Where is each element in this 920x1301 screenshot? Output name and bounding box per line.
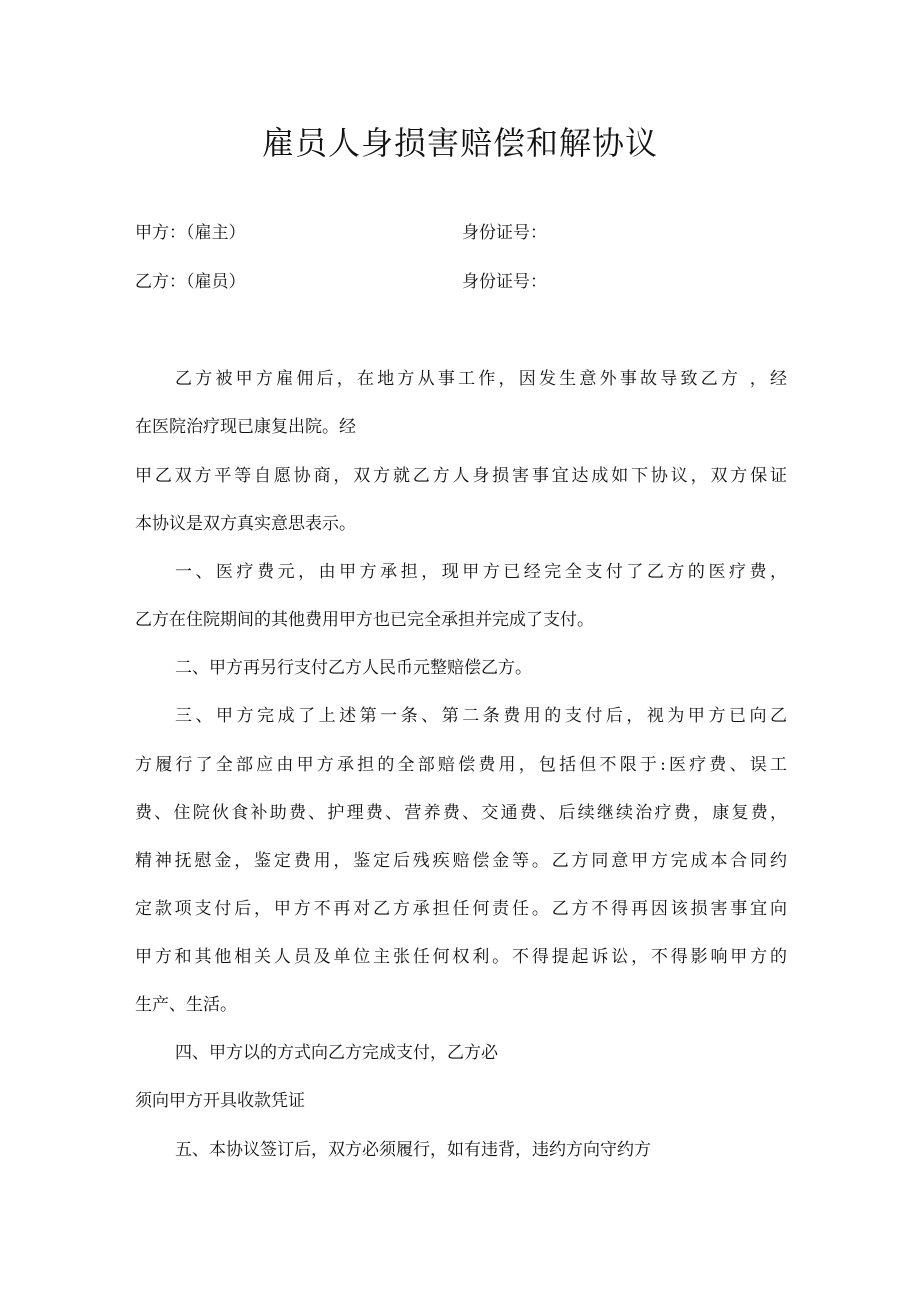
clause-3-line-6: 甲方和其他相关人员及单位主张任何权利。不得提起诉讼，不得影响甲方的 (135, 947, 787, 967)
clause-3-line-3: 费、住院伙食补助费、护理费、营养费、交通费、后续继续治疗费，康复费， (135, 803, 787, 823)
clause-3-line-5: 定款项支付后，甲方不再对乙方承担任何责任。乙方不得再因该损害事宜向 (135, 899, 787, 919)
party-b-label: 乙方：（雇员） (135, 272, 246, 292)
clause-3-line-2: 方履行了全部应由甲方承担的全部赔偿费用，包括但不限于:医疗费、误工 (135, 755, 787, 775)
body-line-2: 在医院治疗现已康复出院。经 (135, 417, 356, 437)
party-a-label: 甲方：（雇主） (135, 223, 246, 243)
clause-3-line-4: 精神抚慰金，鉴定费用，鉴定后残疾赔偿金等。乙方同意甲方完成本合同约 (135, 851, 787, 871)
clause-3-line-7: 生产、生活。 (135, 995, 237, 1015)
body-line-1: 乙方被甲方雇佣后，在地方从事工作，因发生意外事故导致乙方 ，经 (175, 369, 787, 389)
clause-3-line-1: 三、甲方完成了上述第一条、第二条费用的支付后，视为甲方已向乙 (175, 706, 787, 726)
document-title: 雇员人身损害赔偿和解协议 (261, 124, 658, 162)
party-b-id-label: 身份证号： (462, 272, 547, 292)
clause-5-line-1: 五、本协议签订后，双方必须履行，如有违背，违约方向守约方 (175, 1140, 651, 1160)
clause-2-line: 二、甲方再另行支付乙方人民币元整赔偿乙方。 (175, 658, 532, 678)
clause-1-line-1: 一、医疗费元，由甲方承担，现甲方已经完全支付了乙方的医疗费， (175, 562, 787, 582)
clause-4-line-1: 四、甲方以的方式向乙方完成支付，乙方必 (175, 1043, 498, 1063)
clause-4-line-2: 须向甲方开具收款凭证 (135, 1091, 305, 1111)
body-line-4: 本协议是双方真实意思表示。 (135, 514, 356, 534)
body-line-3: 甲乙双方平等自愿协商，双方就乙方人身损害事宜达成如下协议，双方保证 (135, 466, 787, 486)
clause-1-line-2: 乙方在住院期间的其他费用甲方也已完全承担并完成了支付。 (135, 610, 594, 630)
party-a-id-label: 身份证号： (462, 223, 547, 243)
